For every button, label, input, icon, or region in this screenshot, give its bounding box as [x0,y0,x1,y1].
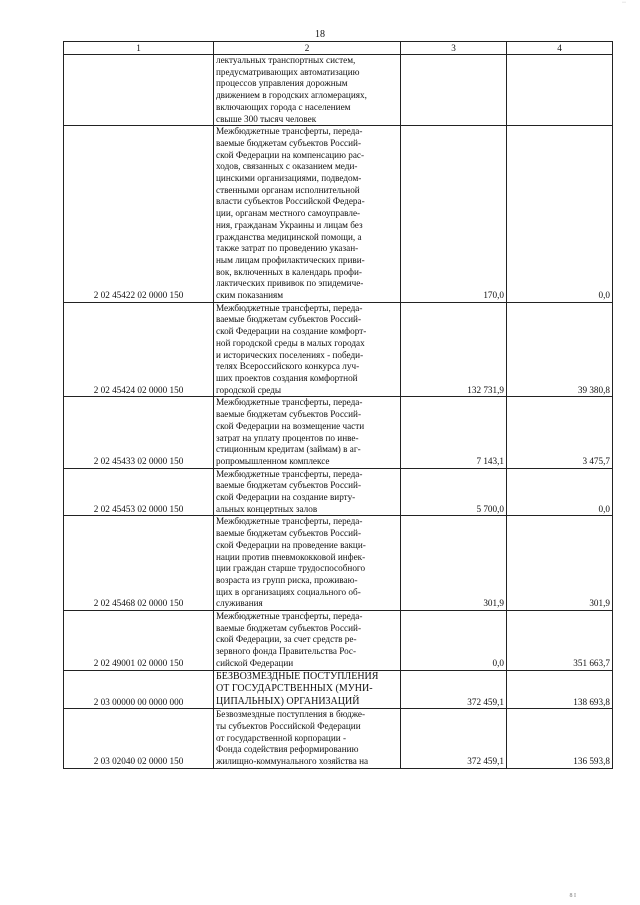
description-line: ской Федерации на создание комфорт- [216,326,367,337]
budget-code [64,55,214,126]
description-line: ваемые бюджетам субъектов Россий- [216,528,362,539]
description-line: ЦИПАЛЬНЫХ) ОРГАНИЗАЦИЙ [216,695,360,707]
description-line: нации против пневмококковой инфек- [216,551,366,562]
description-line: ной городской среды в малых городах [216,337,365,348]
description-line: Межбюджетные трансферты, переда- [216,468,363,479]
description-line: вок, включенных в календарь профи- [216,266,362,277]
description-line: ской Федерации на возмещение части [216,420,365,431]
budget-code: 2 02 49001 02 0000 150 [64,611,214,671]
amount-col-3: 5 700,0 [401,468,507,516]
description-line: Межбюджетные трансферты, переда- [216,302,363,313]
amount-col-3: 372 459,1 [401,670,507,709]
description-line: и исторических поселениях - победи- [216,349,364,360]
description-line: ваемые бюджетам субъектов Россий- [216,622,362,633]
description-line: ропромышленном комплексе [216,455,330,466]
amount-col-3: 132 731,9 [401,302,507,397]
row-description [214,611,401,671]
budget-code: 2 02 45453 02 0000 150 [64,468,214,516]
description-line: ходов, связанных с оказанием меди- [216,161,358,172]
header-row [64,42,613,55]
description-line: городской среды [216,384,282,395]
amount-col-4: 351 663,7 [507,611,613,671]
amount-col-4: 3 475,7 [507,397,613,468]
description-line: ской Федерации на компенсацию рас- [216,149,365,160]
row-description [214,670,401,709]
foot-mark: 8 I [569,893,576,899]
description-line: ваемые бюджетам субъектов Россий- [216,137,362,148]
description-line: предусматривающих автоматизацию [216,66,360,77]
description-line: включающих города с населением [216,101,351,112]
corner-mark: ·· [622,0,626,6]
amount-col-3: 170,0 [401,126,507,303]
description-line: ваемые бюджетам субъектов Россий- [216,409,362,420]
description-line: цинскими организациями, подведом- [216,173,362,184]
amount-col-3: 372 459,1 [401,709,507,769]
amount-col-3: 0,0 [401,611,507,671]
description-line: сийской Федерации [216,657,294,668]
amount-col-3: 301,9 [401,516,507,611]
description-line: ской Федерации на проведение вакци- [216,539,366,550]
budget-code: 2 02 45424 02 0000 150 [64,302,214,397]
description-line: ваемые бюджетам субъектов Россий- [216,314,362,325]
table-row [64,126,613,303]
description-line: ты субъектов Российской Федерации [216,721,361,732]
table-row [64,709,613,769]
budget-code: 2 03 00000 00 0000 000 [64,670,214,709]
budget-code: 2 02 45433 02 0000 150 [64,397,214,468]
row-description [214,709,401,769]
description-line: движением в городских агломерациях, [216,90,367,101]
amount-col-4: 301,9 [507,516,613,611]
amount-col-4: 136 593,8 [507,709,613,769]
description-line: ваемые бюджетам субъектов Россий- [216,480,362,491]
row-description [214,397,401,468]
header-col-3: 3 [401,42,507,55]
description-line: ния, гражданам Украины и лицам без [216,219,363,230]
amount-col-4: 0,0 [507,126,613,303]
amount-col-4: 39 380,8 [507,302,613,397]
header-col-2: 2 [214,42,401,55]
description-line: процессов управления дорожным [216,78,348,89]
budget-code: 2 02 45422 02 0000 150 [64,126,214,303]
description-line: телях Всероссийского конкурса луч- [216,361,360,372]
description-line: Безвозмездные поступления в бюдже- [216,709,366,720]
description-line: затрат на уплату процентов по инве- [216,432,359,443]
header-col-1: 1 [64,42,214,55]
table-row [64,516,613,611]
description-line: Межбюджетные трансферты, переда- [216,516,363,527]
description-line: Межбюджетные трансферты, переда- [216,397,363,408]
description-line: лактических прививок по эпидемиче- [216,278,364,289]
amount-col-4: 138 693,8 [507,670,613,709]
description-line: власти субъектов Российской Федера- [216,196,365,207]
description-line: ции, органам местного самоуправле- [216,208,361,219]
row-description [214,516,401,611]
row-description [214,55,401,126]
budget-code: 2 03 02040 02 0000 150 [64,709,214,769]
description-line: щих в организациях социального об- [216,586,361,597]
budget-code: 2 02 45468 02 0000 150 [64,516,214,611]
description-line: Межбюджетные трансферты, переда- [216,611,363,622]
header-col-4: 4 [507,42,613,55]
table-body [64,55,613,769]
description-line: свыше 300 тысяч человек [216,113,317,124]
description-line: ской Федерации, за счет средств ре- [216,634,357,645]
description-line: ским показаниям [216,290,284,301]
description-line: возраста из групп риска, проживаю- [216,574,358,585]
description-line: также затрат по проведению указан- [216,243,359,254]
table-row [64,670,613,709]
description-line: ным лицам профилактических приви- [216,254,365,265]
amount-col-4 [507,55,613,126]
description-line: зервного фонда Правительства Рос- [216,646,357,657]
description-line: альных концертных залов [216,503,318,514]
table-row [64,397,613,468]
table-row [64,611,613,671]
description-line: ОТ ГОСУДАРСТВЕННЫХ (МУНИ- [216,683,373,695]
description-line: ственными органам исполнительной [216,184,360,195]
row-description [214,126,401,303]
amount-col-3: 7 143,1 [401,397,507,468]
table-row [64,468,613,516]
table-row [64,55,613,126]
description-line: Межбюджетные трансферты, переда- [216,126,363,137]
amount-col-4: 0,0 [507,468,613,516]
amount-col-3 [401,55,507,126]
description-line: ции граждан старше трудоспособного [216,563,366,574]
description-line: БЕЗВОЗМЕЗДНЫЕ ПОСТУПЛЕНИЯ [216,670,379,682]
description-line: Фонда содействия реформированию [216,744,359,755]
description-line: ской Федерации на создание вирту- [216,492,356,503]
description-line: лектуальных транспортных систем, [216,55,356,65]
description-line: служивания [216,598,263,609]
budget-table [63,41,613,769]
description-line: от государственной корпорации - [216,732,347,743]
page-number: 18 [315,29,325,40]
description-line: ших проектов создания комфортной [216,372,358,383]
description-line: жилищно-коммунального хозяйства на [216,756,369,767]
description-line: стиционным кредитам (займам) в аг- [216,444,361,455]
table-row [64,302,613,397]
row-description [214,302,401,397]
row-description [214,468,401,516]
description-line: гражданства медицинской помощи, а [216,231,362,242]
